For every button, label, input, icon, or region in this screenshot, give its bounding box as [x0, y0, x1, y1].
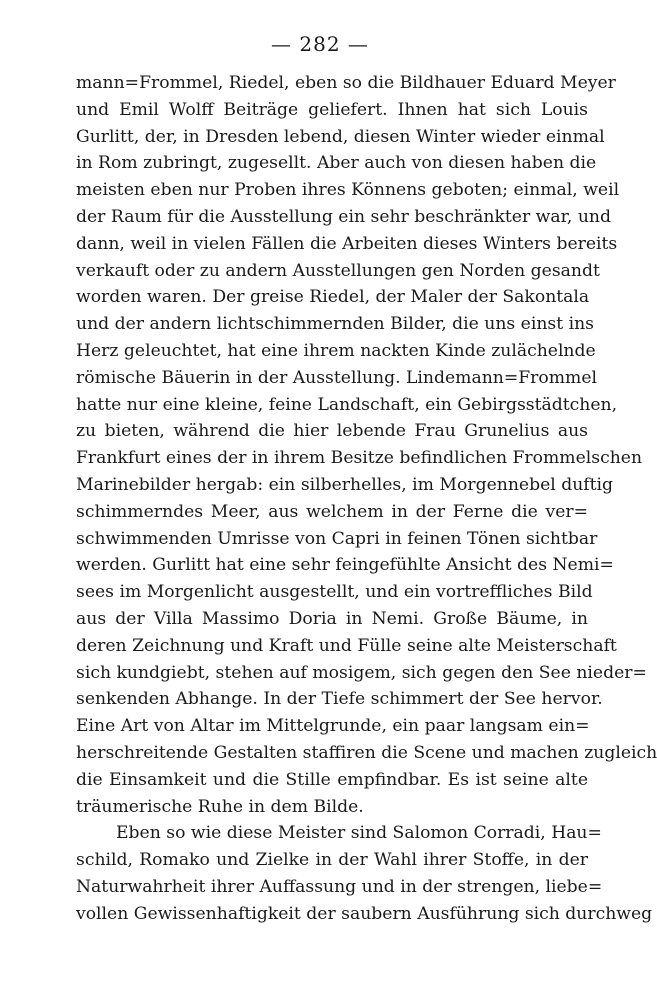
paragraph-start-line: Eben so wie diese Meister sind Salomon Corradi, Hau=	[116, 823, 602, 844]
text-line: schild, Romako und Zielke in der Wahl ihrer Stoffe, in der	[76, 850, 588, 871]
text-line: Gurlitt, der, in Dresden lebend, diesen Winter wieder einmal	[76, 126, 605, 147]
text-line: römische Bäuerin in der Ausstellung. Lindemann=Frommel	[76, 367, 598, 388]
text-line: schwimmenden Umrisse von Capri in feinen Tönen sichtbar	[76, 528, 598, 549]
text-line: in Rom zubringt, zugesellt. Aber auch von diesen haben die	[76, 153, 597, 174]
text-line: verkauft oder zu andern Ausstellungen gen Norden gesandt	[76, 260, 600, 281]
text-line: Frankfurt eines der in ihrem Besitze befindlichen Frommelschen	[76, 448, 643, 469]
text-line: hatte nur eine kleine, feine Landschaft, ein Gebirgsstädtchen,	[76, 394, 618, 415]
text-line: Eine Art von Altar im Mittelgrunde, ein paar langsam ein=	[76, 716, 590, 737]
body-text	[76, 70, 657, 928]
text-line: aus der Villa Massimo Doria in Nemi. Große Bäume, in	[76, 608, 588, 629]
text-line: senkenden Abhange. In der Tiefe schimmert der See hervor.	[76, 689, 603, 710]
text-line: schimmerndes Meer, aus welchem in der Ferne die ver=	[76, 501, 588, 522]
text-line: worden waren. Der greise Riedel, der Maler der Sakontala	[76, 287, 590, 308]
text-line: der Raum für die Ausstellung ein sehr beschränkter war, und	[76, 206, 612, 227]
text-line: meisten eben nur Proben ihres Könnens geboten; einmal, weil	[76, 180, 620, 201]
text-line: und Emil Wolff Beiträge geliefert. Ihnen hat sich Louis	[76, 99, 588, 120]
text-line: deren Zeichnung und Kraft und Fülle seine alte Meisterschaft	[76, 635, 617, 656]
text-line: Marinebilder hergab: ein silberhelles, im Morgennebel duftig	[76, 474, 614, 495]
page-number: — 282 —	[271, 32, 369, 56]
text-line: vollen Gewissenhaftigkeit der saubern Ausführung sich durchweg	[76, 903, 653, 924]
text-line: werden. Gurlitt hat eine sehr feingefühlte Ansicht des Nemi=	[76, 555, 614, 576]
text-line: und der andern lichtschimmernden Bilder, die uns einst ins	[76, 314, 594, 335]
text-line: die Einsamkeit und die Stille empfindbar. Es ist seine alte	[76, 769, 588, 790]
text-line: dann, weil in vielen Fällen die Arbeiten dieses Winters bereits	[76, 233, 618, 254]
paragraph-end-line: träumerische Ruhe in dem Bilde.	[76, 796, 364, 817]
text-line: herschreitende Gestalten staffiren die Scene und machen zugleich	[76, 742, 657, 763]
text-line: Herz geleuchtet, hat eine ihrem nackten Kinde zulächelnde	[76, 340, 596, 361]
text-line: zu bieten, während die hier lebende Frau Grunelius aus	[76, 421, 588, 442]
text-line: sees im Morgenlicht ausgestellt, und ein vortreffliches Bild	[76, 582, 593, 603]
text-line: Naturwahrheit ihrer Auffassung und in der strengen, liebe=	[76, 876, 603, 897]
text-line: mann=Frommel, Riedel, eben so die Bildhauer Eduard Meyer	[76, 73, 616, 93]
text-line: sich kundgiebt, stehen auf mosigem, sich gegen den See nieder=	[76, 662, 647, 683]
